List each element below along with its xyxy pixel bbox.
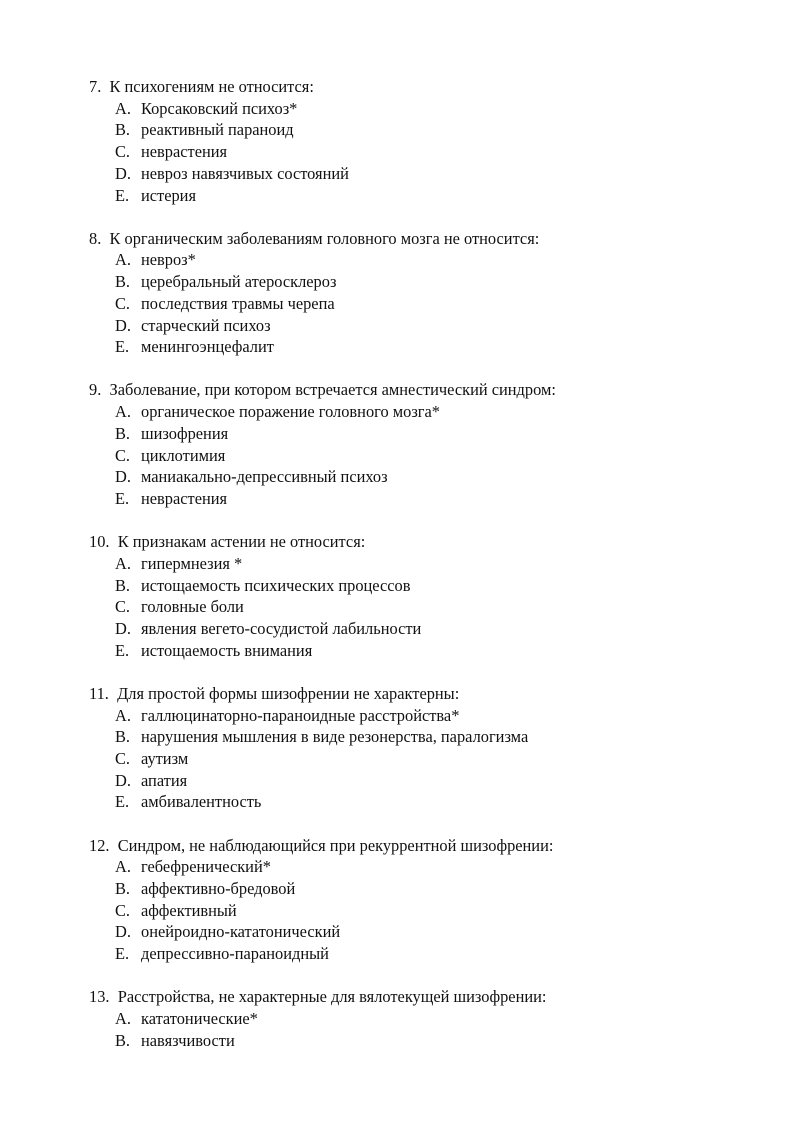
option-text: аффективно-бредовой [141, 879, 296, 898]
option-letter: C. [115, 142, 131, 162]
option-text: циклотимия [141, 445, 226, 465]
question-number: 13. [89, 987, 110, 1007]
answer-option [115, 726, 769, 748]
option-text: гебефренический* [141, 857, 271, 877]
question-text: К признакам астении не относится: [117, 532, 366, 552]
question-text: Заболевание, при котором встречается амнестический синдром: [109, 380, 556, 400]
answer-option [115, 618, 769, 640]
option-text: нарушения мышления в виде резонерства, паралогизма [141, 727, 529, 747]
option-text: невроз навязчивых состояний [141, 163, 349, 183]
answer-option [115, 770, 769, 792]
answer-option [115, 466, 769, 488]
option-letter: C. [115, 597, 131, 617]
option-text: аутизм [141, 748, 189, 768]
option-letter: E. [115, 792, 130, 812]
option-letter: C. [115, 748, 131, 768]
option-letter: D. [115, 618, 131, 638]
option-text: явления вегето-сосудистой лабильности [141, 618, 422, 638]
answer-options [89, 1008, 769, 1051]
answer-option [115, 445, 769, 467]
option-text: навязчивости [141, 1030, 235, 1050]
question-line [89, 76, 769, 98]
answer-option [115, 271, 769, 293]
option-text: старческий психоз [141, 315, 271, 335]
option-text: менингоэнцефалит [141, 337, 274, 357]
option-letter: D. [115, 315, 131, 335]
answer-option [115, 1030, 769, 1052]
question-line [89, 228, 769, 250]
option-text: неврастения [141, 142, 228, 162]
option-text: истерия [141, 185, 196, 205]
answer-options [89, 553, 769, 662]
option-letter: C. [115, 900, 131, 920]
question-list [89, 76, 769, 1073]
option-letter: B. [115, 1030, 131, 1050]
answer-option [115, 900, 769, 922]
question-item [89, 986, 769, 1051]
answer-option [115, 878, 769, 900]
answer-option [115, 553, 769, 575]
option-text: реактивный параноид [141, 120, 294, 140]
option-text: шизофрения [141, 423, 229, 443]
option-text: онейроидно-кататонический [141, 922, 341, 942]
option-text: истощаемость психических процессов [141, 575, 411, 595]
answer-option [115, 293, 769, 315]
option-letter: A. [115, 553, 131, 573]
option-text: церебральный атеросклероз [141, 272, 337, 292]
option-letter: A. [115, 1009, 131, 1029]
option-text: головные боли [141, 597, 244, 617]
option-letter: D. [115, 770, 131, 790]
option-text: истощаемость внимания [141, 640, 313, 660]
option-letter: E. [115, 944, 130, 964]
question-item [89, 76, 769, 206]
answer-option [115, 185, 769, 207]
answer-option [115, 705, 769, 727]
option-letter: A. [115, 98, 131, 118]
option-letter: D. [115, 163, 131, 183]
option-letter: D. [115, 467, 131, 487]
option-letter: D. [115, 922, 131, 942]
question-text: К органическим заболеваниям головного мозга не относится: [109, 228, 540, 248]
answer-option [115, 1008, 769, 1030]
option-text: неврастения [141, 488, 228, 508]
answer-options [89, 856, 769, 965]
option-letter: E. [115, 488, 130, 508]
option-letter: A. [115, 250, 131, 270]
answer-option [115, 488, 769, 510]
option-letter: B. [115, 727, 131, 747]
question-text: К психогениям не относится: [109, 77, 314, 96]
answer-options [89, 705, 769, 814]
question-line [89, 379, 769, 401]
question-number: 11. [89, 683, 109, 703]
answer-option [115, 98, 769, 120]
option-text: апатия [141, 770, 188, 790]
question-text: Синдром, не наблюдающийся при рекуррентной шизофрении: [117, 835, 554, 855]
question-item [89, 683, 769, 813]
answer-option [115, 791, 769, 813]
question-line [89, 531, 769, 553]
answer-option [115, 921, 769, 943]
question-text: Расстройства, не характерные для вялотекущей шизофрении: [117, 987, 547, 1007]
answer-option [115, 943, 769, 965]
answer-option [115, 336, 769, 358]
question-text: Для простой формы шизофрении не характерны: [117, 683, 460, 703]
option-text: невроз* [141, 250, 196, 270]
question-number: 9. [89, 380, 102, 400]
option-letter: B. [115, 272, 131, 292]
answer-option [115, 401, 769, 423]
option-text: кататонические* [141, 1009, 258, 1029]
question-item [89, 835, 769, 965]
answer-option [115, 119, 769, 141]
option-letter: C. [115, 293, 131, 313]
question-number: 8. [89, 228, 102, 248]
answer-options [89, 249, 769, 358]
option-text: органическое поражение головного мозга* [141, 402, 440, 422]
option-text: амбивалентность [141, 792, 262, 812]
question-line [89, 683, 769, 705]
answer-option [115, 856, 769, 878]
answer-option [115, 163, 769, 185]
option-letter: A. [115, 857, 131, 877]
answer-option [115, 575, 769, 597]
option-text: галлюцинаторно-параноидные расстройства* [141, 705, 460, 725]
answer-option [115, 748, 769, 770]
option-letter: B. [115, 879, 131, 898]
question-item [89, 379, 769, 509]
answer-option [115, 249, 769, 271]
option-letter: E. [115, 185, 130, 205]
option-text: аффективный [141, 900, 237, 920]
option-text: Корсаковский психоз* [141, 98, 298, 118]
answer-option [115, 640, 769, 662]
option-letter: A. [115, 705, 131, 725]
answer-options [89, 401, 769, 510]
answer-option [115, 596, 769, 618]
option-letter: C. [115, 445, 131, 465]
question-number: 7. [89, 77, 102, 96]
question-item [89, 531, 769, 661]
option-text: последствия травмы черепа [141, 293, 335, 313]
answer-options [89, 98, 769, 207]
question-number: 10. [89, 532, 110, 552]
option-text: гипермнезия * [141, 553, 243, 573]
question-number: 12. [89, 835, 110, 855]
option-letter: A. [115, 402, 131, 422]
option-text: маниакально-депрессивный психоз [141, 467, 388, 487]
option-letter: B. [115, 423, 131, 443]
option-letter: E. [115, 337, 130, 357]
answer-option [115, 423, 769, 445]
answer-option [115, 141, 769, 163]
question-item [89, 228, 769, 358]
option-letter: B. [115, 120, 131, 140]
option-letter: B. [115, 575, 131, 595]
question-line [89, 835, 769, 857]
question-line [89, 986, 769, 1008]
option-letter: E. [115, 640, 130, 660]
answer-option [115, 315, 769, 337]
option-text: депрессивно-параноидный [141, 944, 329, 964]
